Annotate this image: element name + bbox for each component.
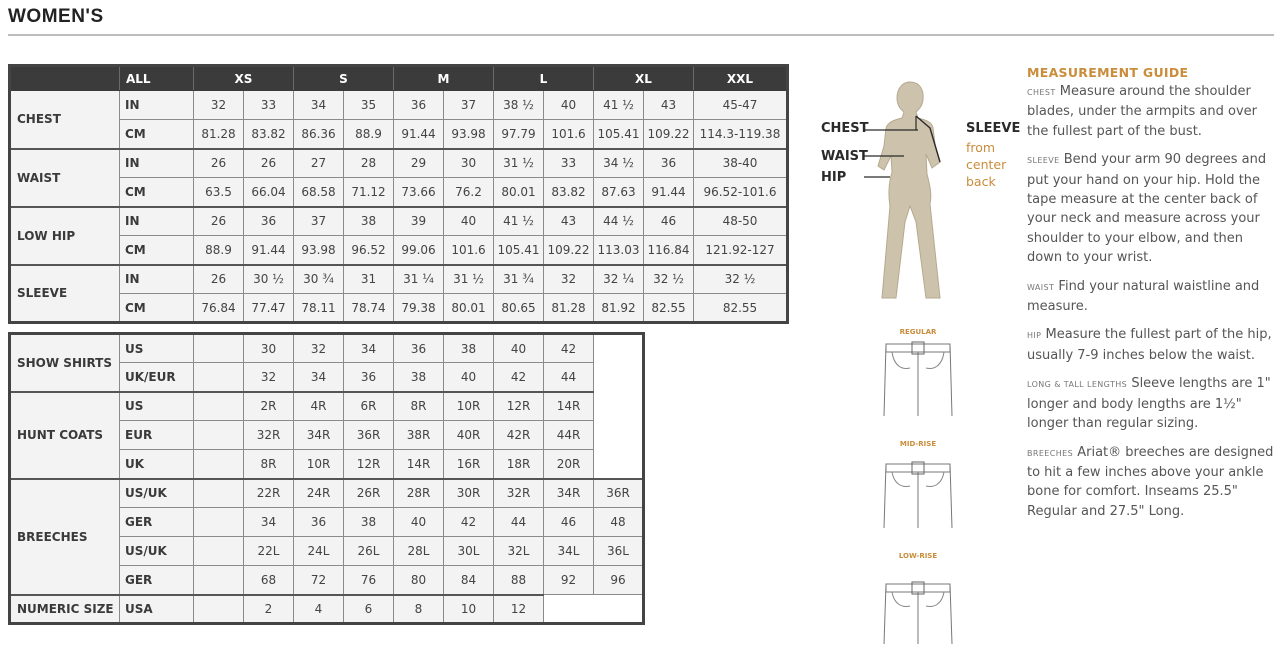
guide-title: MEASUREMENT GUIDE: [1027, 65, 1189, 80]
size-value-cell: 46: [644, 207, 694, 236]
size-value-cell: 93.98: [444, 120, 494, 149]
size-value-cell: 109.22: [544, 236, 594, 265]
size-value-cell: 10: [444, 595, 494, 624]
size-value-cell: 6: [344, 595, 394, 624]
size-value-cell: 83.82: [544, 178, 594, 207]
product-label: HUNT COATS: [10, 392, 120, 479]
size-value-cell: 76: [344, 566, 394, 595]
size-value-cell: 32: [294, 334, 344, 363]
size-value-cell: 34R: [294, 421, 344, 450]
size-value-cell: 76.84: [194, 294, 244, 323]
woman-figure-illustration: [860, 76, 960, 302]
size-value-cell: 83.82: [244, 120, 294, 149]
xxl-value-cell: 48-50: [694, 207, 788, 236]
size-header-cell: XL: [594, 66, 694, 91]
size-header-cell: L: [494, 66, 594, 91]
size-value-cell: 30L: [444, 537, 494, 566]
measurement-label: SLEEVE: [10, 265, 120, 323]
sleeve-note: [966, 139, 1006, 190]
unit-label: IN: [120, 149, 194, 178]
size-value-cell: 34L: [544, 537, 594, 566]
xxl-value-cell: 96.52-101.6: [694, 178, 788, 207]
size-header-cell: XS: [194, 66, 294, 91]
guide-item: [1027, 443, 1277, 522]
size-value-cell: 30R: [444, 479, 494, 508]
size-value-cell: 81.92: [594, 294, 644, 323]
size-value-cell: 8R: [394, 392, 444, 421]
size-value-cell: 40: [544, 91, 594, 120]
size-value-cell: 10R: [444, 392, 494, 421]
empty-cell: [194, 537, 244, 566]
size-value-cell: 26: [194, 149, 244, 178]
size-value-cell: 40: [444, 207, 494, 236]
product-label: BREECHES: [10, 479, 120, 595]
figure-label-chest: CHEST: [821, 121, 869, 136]
guide-item: [1027, 374, 1277, 433]
unit-label: IN: [120, 265, 194, 294]
size-value-cell: 32L: [494, 537, 544, 566]
size-value-cell: 32: [544, 265, 594, 294]
size-value-cell: 81.28: [194, 120, 244, 149]
table-row: [10, 207, 788, 236]
size-value-cell: 31 ¾: [494, 265, 544, 294]
size-value-cell: 42: [444, 508, 494, 537]
header-corner-cell: [10, 66, 120, 91]
size-value-cell: 27: [294, 149, 344, 178]
size-value-cell: 12R: [494, 392, 544, 421]
size-value-cell: 101.6: [444, 236, 494, 265]
size-value-cell: 18R: [494, 450, 544, 479]
size-value-cell: 36: [294, 508, 344, 537]
size-value-cell: 42R: [494, 421, 544, 450]
unit-label: GER: [120, 566, 194, 595]
size-value-cell: 48: [594, 508, 644, 537]
size-value-cell: 80.01: [494, 178, 544, 207]
xxl-value-cell: 114.3-119.38: [694, 120, 788, 149]
figure-label-hip: HIP: [821, 170, 847, 185]
size-value-cell: 32R: [494, 479, 544, 508]
size-value-cell: 30: [444, 149, 494, 178]
guide-text: Find your natural waistline and measure.: [1027, 278, 1260, 315]
size-value-cell: 39: [394, 207, 444, 236]
xxl-value-cell: 32 ½: [694, 265, 788, 294]
size-value-cell: 36R: [344, 421, 394, 450]
size-value-cell: 105.41: [594, 120, 644, 149]
size-value-cell: 8R: [244, 450, 294, 479]
pants-label: MID-RISE: [899, 440, 937, 448]
size-value-cell: 38 ½: [494, 91, 544, 120]
size-value-cell: 38: [444, 334, 494, 363]
guide-key: LONG & TALL LENGTHS: [1027, 380, 1128, 390]
size-value-cell: 31: [344, 265, 394, 294]
size-value-cell: 38: [344, 207, 394, 236]
measurement-label: CHEST: [10, 91, 120, 149]
size-value-cell: 28L: [394, 537, 444, 566]
size-value-cell: 44: [494, 508, 544, 537]
size-value-cell: 40: [494, 334, 544, 363]
guide-text: Bend your arm 90 degrees and put your hand on your hip. Hold the tape measure at the center back of your neck and measure across your shoulder to your elbow, and then down to your wrist.: [1027, 152, 1267, 266]
empty-cell: [194, 450, 244, 479]
figure-label-waist: WAIST: [821, 149, 868, 164]
size-value-cell: 36: [344, 363, 394, 392]
guide-item: [1027, 277, 1277, 317]
guide-text: Sleeve lengths are 1" longer and body lengths are 1½" longer than regular sizing.: [1027, 376, 1271, 432]
size-value-cell: 79.38: [394, 294, 444, 323]
size-value-cell: 44 ½: [594, 207, 644, 236]
size-value-cell: 101.6: [544, 120, 594, 149]
xxl-value-cell: 38-40: [694, 149, 788, 178]
empty-cell: [194, 334, 244, 363]
product-label: NUMERIC SIZE: [10, 595, 120, 624]
size-value-cell: 26: [194, 265, 244, 294]
page-title: WOMEN'S: [8, 6, 104, 27]
table-row: [10, 91, 788, 120]
xxl-value-cell: 121.92-127: [694, 236, 788, 265]
size-value-cell: 31 ¼: [394, 265, 444, 294]
unit-label: US/UK: [120, 479, 194, 508]
size-value-cell: 88.9: [194, 236, 244, 265]
unit-label: CM: [120, 120, 194, 149]
unit-label: US: [120, 392, 194, 421]
size-value-cell: 80.65: [494, 294, 544, 323]
size-value-cell: 41 ½: [594, 91, 644, 120]
sleeve-note-line: back: [966, 174, 996, 189]
size-value-cell: 91.44: [394, 120, 444, 149]
table-row: [10, 120, 788, 149]
size-value-cell: 26R: [344, 479, 394, 508]
apparel-size-table: [8, 332, 645, 625]
size-value-cell: 86.36: [294, 120, 344, 149]
size-header-cell: M: [394, 66, 494, 91]
pants-label: REGULAR: [899, 328, 937, 336]
unit-label: UK/EUR: [120, 363, 194, 392]
guide-key: BREECHES: [1027, 448, 1074, 458]
size-value-cell: 43: [644, 91, 694, 120]
size-value-cell: 37: [444, 91, 494, 120]
size-value-cell: 33: [544, 149, 594, 178]
empty-cell: [194, 508, 244, 537]
size-value-cell: 36L: [594, 537, 644, 566]
size-value-cell: 2: [244, 595, 294, 624]
size-value-cell: 91.44: [244, 236, 294, 265]
size-value-cell: 8: [394, 595, 444, 624]
size-value-cell: 24L: [294, 537, 344, 566]
size-value-cell: 63.5: [194, 178, 244, 207]
product-label: SHOW SHIRTS: [10, 334, 120, 392]
size-value-cell: 82.55: [644, 294, 694, 323]
size-value-cell: 99.06: [394, 236, 444, 265]
guide-item: [1027, 325, 1277, 365]
size-value-cell: 78.11: [294, 294, 344, 323]
guide-text: Measure around the shoulder blades, under the armpits and over the fullest part of the bust.: [1027, 84, 1257, 139]
size-value-cell: 4R: [294, 392, 344, 421]
guide-text: Measure the fullest part of the hip, usually 7-9 inches below the waist.: [1027, 327, 1272, 363]
size-value-cell: 43: [544, 207, 594, 236]
size-value-cell: 34 ½: [594, 149, 644, 178]
size-value-cell: 22R: [244, 479, 294, 508]
pants-label: LOW-RISE: [898, 552, 938, 560]
table-row: [10, 392, 644, 421]
empty-cell: [194, 392, 244, 421]
unit-label: CM: [120, 236, 194, 265]
size-value-cell: 77.47: [244, 294, 294, 323]
size-value-cell: 35: [344, 91, 394, 120]
size-value-cell: 14R: [394, 450, 444, 479]
size-value-cell: 109.22: [644, 120, 694, 149]
size-value-cell: 34R: [544, 479, 594, 508]
size-value-cell: 71.12: [344, 178, 394, 207]
size-value-cell: 38: [394, 363, 444, 392]
empty-cell: [194, 566, 244, 595]
size-value-cell: 105.41: [494, 236, 544, 265]
size-value-cell: 36R: [594, 479, 644, 508]
unit-label: IN: [120, 207, 194, 236]
size-value-cell: 42: [494, 363, 544, 392]
size-value-cell: 42: [544, 334, 594, 363]
size-value-cell: 80.01: [444, 294, 494, 323]
size-value-cell: 12: [494, 595, 544, 624]
size-header-cell: XXL: [694, 66, 788, 91]
size-value-cell: 29: [394, 149, 444, 178]
xxl-value-cell: 82.55: [694, 294, 788, 323]
sleeve-note-line: center: [966, 157, 1007, 172]
unit-label: US/UK: [120, 537, 194, 566]
size-value-cell: 20R: [544, 450, 594, 479]
guide-key: WAIST: [1027, 282, 1055, 292]
size-value-cell: 22L: [244, 537, 294, 566]
unit-label: IN: [120, 91, 194, 120]
guide-key: CHEST: [1027, 88, 1056, 97]
size-value-cell: 36: [394, 334, 444, 363]
size-value-cell: 96.52: [344, 236, 394, 265]
size-value-cell: 88.9: [344, 120, 394, 149]
size-value-cell: 12R: [344, 450, 394, 479]
size-value-cell: 38R: [394, 421, 444, 450]
table-row: [10, 479, 644, 508]
size-value-cell: 30 ¾: [294, 265, 344, 294]
size-value-cell: 37: [294, 207, 344, 236]
size-value-cell: 73.66: [394, 178, 444, 207]
unit-label: UK: [120, 450, 194, 479]
unit-label: CM: [120, 294, 194, 323]
size-value-cell: 28R: [394, 479, 444, 508]
size-value-cell: 40: [394, 508, 444, 537]
empty-cell: [194, 479, 244, 508]
size-value-cell: 96: [594, 566, 644, 595]
size-value-cell: 80: [394, 566, 444, 595]
measurement-label: LOW HIP: [10, 207, 120, 265]
guide-item: [1027, 150, 1277, 267]
size-value-cell: 113.03: [594, 236, 644, 265]
regular-rise-pants-illustration: [880, 322, 956, 418]
size-value-cell: 38: [344, 508, 394, 537]
size-value-cell: 28: [344, 149, 394, 178]
size-value-cell: 4: [294, 595, 344, 624]
measurement-label: WAIST: [10, 149, 120, 207]
table-row: [10, 294, 788, 323]
low-rise-pants-illustration: [880, 546, 956, 646]
size-value-cell: 30: [244, 334, 294, 363]
empty-cell: [194, 595, 244, 624]
size-value-cell: 34: [294, 363, 344, 392]
sleeve-note-line: from: [966, 140, 996, 155]
size-value-cell: 44: [544, 363, 594, 392]
size-value-cell: 78.74: [344, 294, 394, 323]
size-value-cell: 87.63: [594, 178, 644, 207]
size-value-cell: 30 ½: [244, 265, 294, 294]
size-value-cell: 32: [194, 91, 244, 120]
size-value-cell: 32R: [244, 421, 294, 450]
xxl-value-cell: 45-47: [694, 91, 788, 120]
size-value-cell: 36: [394, 91, 444, 120]
empty-cell: [194, 421, 244, 450]
size-value-cell: 6R: [344, 392, 394, 421]
size-value-cell: 32: [244, 363, 294, 392]
size-value-cell: 33: [244, 91, 294, 120]
size-header-cell: S: [294, 66, 394, 91]
size-value-cell: 36: [244, 207, 294, 236]
size-value-cell: 32 ¼: [594, 265, 644, 294]
size-value-cell: 10R: [294, 450, 344, 479]
size-value-cell: 84: [444, 566, 494, 595]
unit-label: GER: [120, 508, 194, 537]
guide-text: Ariat® breeches are designed to hit a few inches above your ankle bone for comfort. Inseams 25.5" Regular and 27.5" Long.: [1027, 444, 1274, 519]
size-value-cell: 36: [644, 149, 694, 178]
size-value-cell: 34: [344, 334, 394, 363]
unit-label: US: [120, 334, 194, 363]
size-value-cell: 24R: [294, 479, 344, 508]
size-value-cell: 2R: [244, 392, 294, 421]
size-value-cell: 31 ½: [494, 149, 544, 178]
mid-rise-pants-illustration: [880, 434, 956, 530]
size-value-cell: 26L: [344, 537, 394, 566]
title-divider: [8, 34, 1274, 36]
table-row: [10, 265, 788, 294]
table-row: [10, 178, 788, 207]
table-row: [10, 595, 644, 624]
size-value-cell: 40R: [444, 421, 494, 450]
figure-label-sleeve: SLEEVE: [966, 121, 1021, 136]
empty-cell: [194, 363, 244, 392]
table-row: [10, 334, 644, 363]
size-value-cell: 40: [444, 363, 494, 392]
size-value-cell: 97.79: [494, 120, 544, 149]
size-value-cell: 31 ½: [444, 265, 494, 294]
size-value-cell: 91.44: [644, 178, 694, 207]
size-value-cell: 72: [294, 566, 344, 595]
size-value-cell: 32 ½: [644, 265, 694, 294]
size-value-cell: 44R: [544, 421, 594, 450]
size-value-cell: 92: [544, 566, 594, 595]
size-value-cell: 14R: [544, 392, 594, 421]
guide-key: HIP: [1027, 331, 1042, 341]
size-value-cell: 68: [244, 566, 294, 595]
size-value-cell: 26: [194, 207, 244, 236]
size-value-cell: 116.84: [644, 236, 694, 265]
guide-item: [1027, 82, 1277, 141]
size-header-row: [10, 66, 788, 91]
size-value-cell: 93.98: [294, 236, 344, 265]
size-value-cell: 34: [244, 508, 294, 537]
unit-label: CM: [120, 178, 194, 207]
guide-key: SLEEVE: [1027, 156, 1060, 166]
size-value-cell: 41 ½: [494, 207, 544, 236]
measurement-guide: [1027, 64, 1277, 530]
size-value-cell: 46: [544, 508, 594, 537]
size-value-cell: 26: [244, 149, 294, 178]
body-measurement-table: [8, 64, 789, 324]
unit-label: USA: [120, 595, 194, 624]
size-header-cell: ALL: [120, 66, 194, 91]
size-value-cell: 66.04: [244, 178, 294, 207]
size-value-cell: 76.2: [444, 178, 494, 207]
size-value-cell: 68.58: [294, 178, 344, 207]
table-row: [10, 149, 788, 178]
unit-label: EUR: [120, 421, 194, 450]
size-value-cell: 81.28: [544, 294, 594, 323]
table-row: [10, 236, 788, 265]
size-value-cell: 16R: [444, 450, 494, 479]
size-value-cell: 34: [294, 91, 344, 120]
size-value-cell: 88: [494, 566, 544, 595]
